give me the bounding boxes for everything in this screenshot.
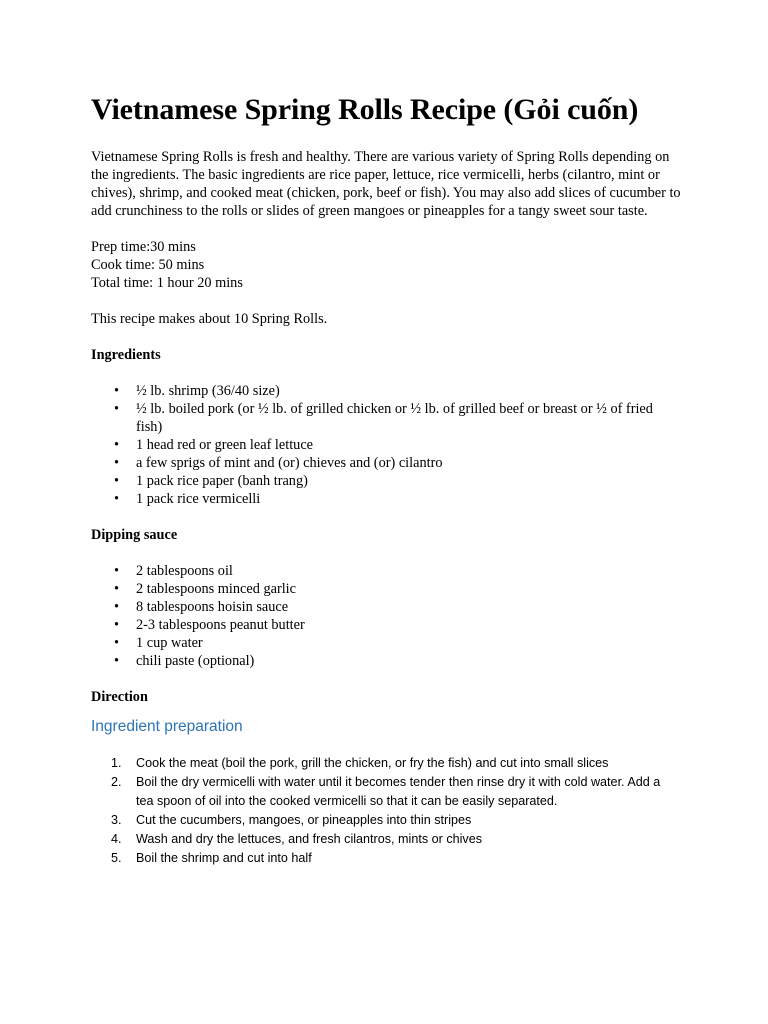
list-item: • 2 tablespoons oil [114,563,233,579]
bullet-icon: • [114,581,120,597]
bullet-icon: • [114,437,120,453]
time-info [91,238,681,292]
list-item: • 2 tablespoons minced garlic [114,581,297,597]
bullet-icon: • [114,617,120,633]
ingredient-preparation-subheading: Ingredient preparation [91,718,243,735]
bullet-icon: • [114,635,120,651]
ingredients-heading: Ingredients [91,347,161,363]
document-page [91,90,681,868]
page-title: Vietnamese Spring Rolls Recipe (Gỏi cuốn) [91,93,639,126]
step-number: 5. [111,851,122,865]
step-item [91,830,681,849]
step-number: 3. [111,813,122,827]
list-item: • chili paste (optional) [114,653,255,669]
step-text: Boil the dry vermicelli with water until it becomes tender then rinse dry it with cold water. Add a tea spoon of oil into the cooked vermicelli so that it can be easily separated. [136,775,661,808]
bullet-icon: • [114,653,120,669]
bullet-icon: • [114,599,120,615]
intro-paragraph: Vietnamese Spring Rolls is fresh and healthy. There are various variety of Spring Rolls depending on the ingredients. The basic ingredients are rice paper, lettuce, rice vermicelli, herbs (cilantro, mint or chives), shrimp, and cooked meat (chicken, pork, beef or fish). You may also add slices of cucumber to add crunchiness to the rolls or slides of green mangoes or pineapples for a tangy sweet sour taste. [91,149,681,219]
step-number: 1. [111,756,122,770]
total-time: Total time: 1 hour 20 mins [91,275,243,291]
list-item: • 1 pack rice paper (banh trang) [114,473,308,489]
step-text: Cut the cucumbers, mangoes, or pineapples into thin stripes [136,813,472,827]
step-item [91,754,681,773]
bullet-icon: • [114,473,120,489]
list-item: • 1 cup water [114,635,203,651]
step-text: Wash and dry the lettuces, and fresh cilantros, mints or chives [136,832,483,846]
prep-time: Prep time:30 mins [91,239,196,255]
ingredients-list [91,382,681,508]
direction-heading: Direction [91,689,148,705]
yield-text: This recipe makes about 10 Spring Rolls. [91,311,328,327]
list-item: • ½ lb. boiled pork (or ½ lb. of grilled chicken or ½ lb. of grilled beef or breast or ½ of fried fish) [114,401,653,435]
list-item: • 1 head red or green leaf lettuce [114,437,314,453]
step-text: Boil the shrimp and cut into half [136,851,312,865]
step-number: 2. [111,775,122,789]
bullet-icon: • [114,563,120,579]
bullet-icon: • [114,491,120,507]
list-item: • 8 tablespoons hoisin sauce [114,599,289,615]
dipping-sauce-heading: Dipping sauce [91,527,178,543]
step-item [91,811,681,830]
list-item: • a few sprigs of mint and (or) chieves and (or) cilantro [114,455,443,471]
bullet-icon: • [114,455,120,471]
cook-time: Cook time: 50 mins [91,257,205,273]
step-item [91,773,681,811]
step-item [91,849,681,868]
bullet-icon: • [114,401,120,417]
step-number: 4. [111,832,122,846]
list-item: • 2-3 tablespoons peanut butter [114,617,305,633]
preparation-steps-list [91,754,681,868]
step-text: Cook the meat (boil the pork, grill the chicken, or fry the fish) and cut into small slices [136,756,609,770]
list-item: • 1 pack rice vermicelli [114,491,261,507]
list-item: • ½ lb. shrimp (36/40 size) [114,383,280,399]
dipping-sauce-list [91,562,681,670]
bullet-icon: • [114,383,120,399]
